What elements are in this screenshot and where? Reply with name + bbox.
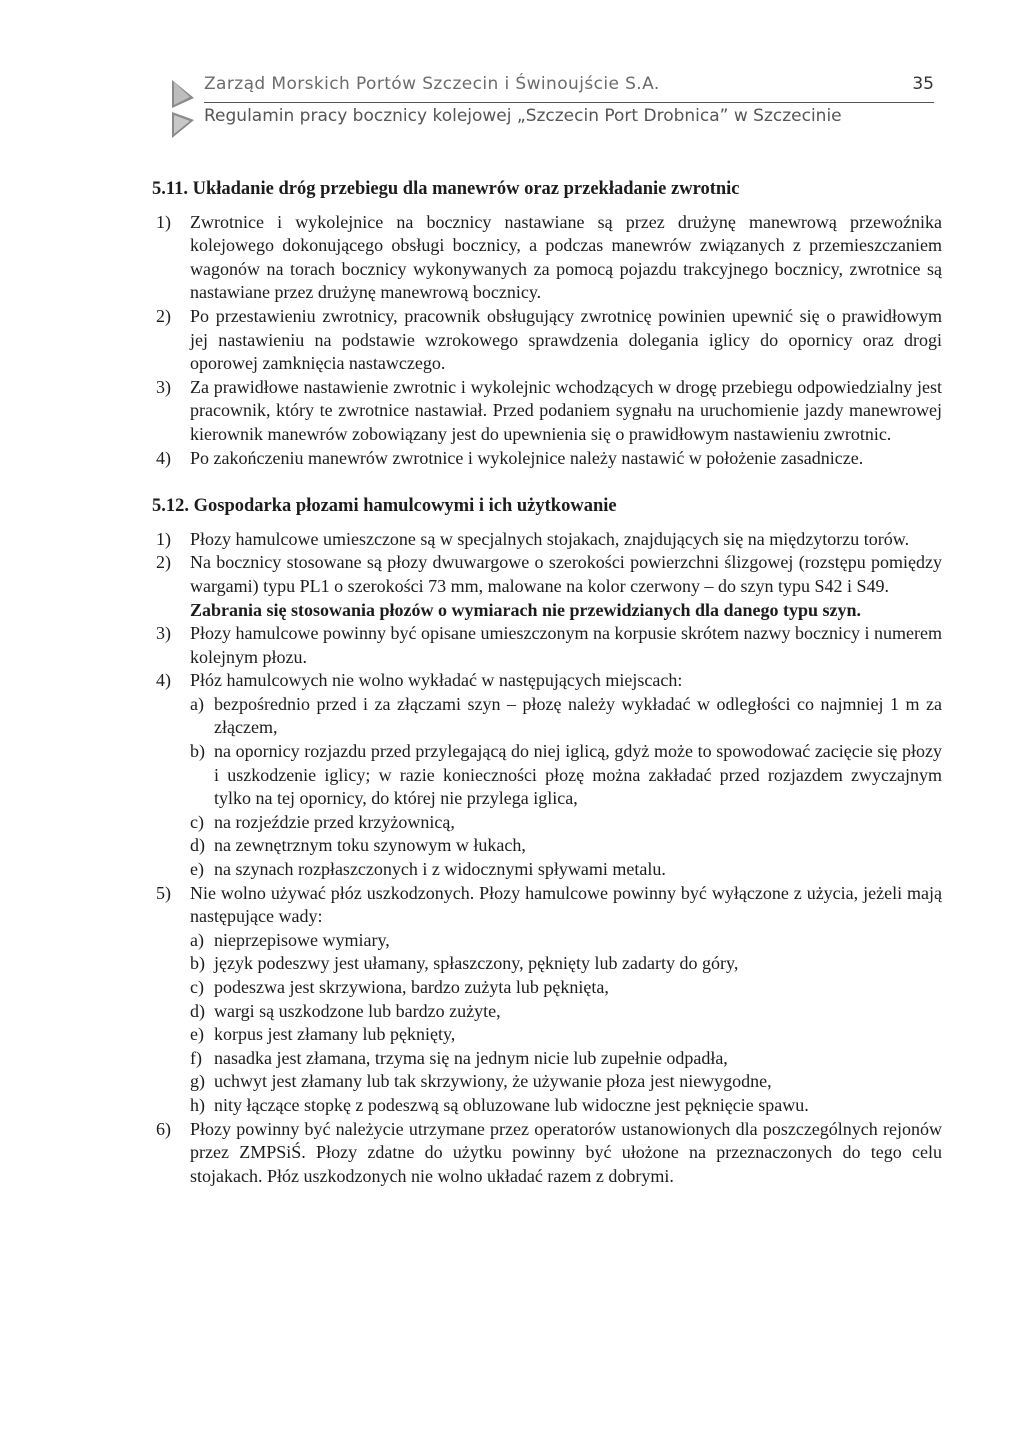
list-item xyxy=(152,528,942,552)
list-item xyxy=(152,376,942,447)
list-item xyxy=(152,669,942,881)
document-body xyxy=(152,178,942,1188)
sub-item-text: nasadka jest złamana, trzyma się na jednym nicie lub zupełnie odpadła, xyxy=(214,1047,728,1068)
organization-name: Zarząd Morskich Portów Szczecin i Świnoujście S.A. xyxy=(204,74,660,94)
item-text: Nie wolno używać płóz uszkodzonych. Płozy hamulcowe powinny być wyłączone z użycia, jeżeli mają następujące wady: xyxy=(190,882,942,927)
sub-item-letter: a) xyxy=(190,693,204,714)
list-item xyxy=(152,447,942,471)
sub-item xyxy=(190,976,942,1000)
sub-item-letter: f) xyxy=(190,1047,202,1068)
item-number: 1) xyxy=(156,528,171,549)
item-number: 3) xyxy=(156,376,171,397)
sub-item xyxy=(190,811,942,835)
prohibition-notice: Zabrania się stosowania płozów o wymiarach nie przewidzianych dla danego typu szyn. xyxy=(190,599,862,620)
sub-item-letter: g) xyxy=(190,1071,205,1092)
sub-item xyxy=(190,929,942,953)
list-item xyxy=(152,622,942,669)
item-text: Po zakończeniu manewrów zwrotnice i wykolejnice należy nastawić w położenie zasadnicze. xyxy=(190,447,864,468)
item-text: Zwrotnice i wykolejnice na bocznicy nastawiane są przez drużynę manewrową przewoźnika kolejowego dokonującego obsługi bocznicy, a podczas manewrów związanych z przemieszczaniem wagonów na torach bocznicy wykonywanych za pomocą pojazdu trakcyjnego bocznicy, zwrotnice są nastawiane przez drużynę manewrową bocznicy. xyxy=(190,211,942,303)
sub-item-letter: c) xyxy=(190,977,204,997)
sub-item xyxy=(190,740,942,811)
company-logo-icon xyxy=(168,78,202,140)
item-number: 2) xyxy=(156,552,171,573)
item-number: 4) xyxy=(156,447,171,468)
page-number: 35 xyxy=(912,74,934,94)
item-body xyxy=(190,551,942,622)
sub-item-text: nieprzepisowe wymiary, xyxy=(214,929,390,950)
item-body xyxy=(190,882,942,1118)
list-item xyxy=(152,211,942,305)
sub-item-letter: e) xyxy=(190,1024,204,1045)
item-number: 5) xyxy=(156,882,171,903)
sub-item-text: na szynach rozpłaszczonych i z widocznymi spływami metalu. xyxy=(214,859,666,880)
header-divider xyxy=(204,102,934,103)
item-text: Po przestawieniu zwrotnicy, pracownik obsługujący zwrotnicę powinien upewnić się o prawidłowym jej nastawieniu na podstawie wzrokowego sprawdzenia dolegania iglicy do opornicy oraz drogi oporowej zamknięcia nastawczego. xyxy=(190,305,942,374)
sub-item-text: na rozjeździe przed krzyżownicą, xyxy=(214,811,455,832)
item-text: Płozy hamulcowe powinny być opisane umieszczonym na korpusie skrótem nazwy bocznicy i numerem kolejnym płozu. xyxy=(190,623,942,667)
sub-item xyxy=(190,858,942,882)
document-title: Regulamin pracy bocznicy kolejowej „Szczecin Port Drobnica” w Szczecinie xyxy=(204,106,842,126)
sub-item-text: na opornicy rozjazdu przed przylegającą do niej iglicą, gdyż może to spowodować zacięcie się płozy i uszkodzenie iglicy; w razie konieczności płozę można zakładać przed rozjazdem zwyczajnym tylko na tej opornicy, do której nie przylega iglica, xyxy=(214,741,942,809)
sub-item xyxy=(190,1000,942,1024)
sub-item xyxy=(190,834,942,858)
sub-item xyxy=(190,1047,942,1071)
sub-item-text: korpus jest złamany lub pęknięty, xyxy=(214,1024,456,1045)
sub-item-text: nity łączące stopkę z podeszwą są obluzowane lub widoczne jest pęknięcie spawu. xyxy=(214,1094,809,1115)
item-number: 4) xyxy=(156,670,171,691)
sub-item-text: na zewnętrznym toku szynowym w łukach, xyxy=(214,835,526,856)
item-number: 2) xyxy=(156,305,171,326)
item-body xyxy=(190,669,942,881)
sub-item-text: bezpośrednio przed i za złączami szyn – płozę należy wykładać w odległości co najmniej 1 m za złączem, xyxy=(214,693,942,738)
item-text: Na bocznicy stosowane są płozy dwuwargowe o szerokości powierzchni ślizgowej (rozstępu pomiędzy wargami) typu PL1 o szerokości 73 mm, malowane na kolor czerwony – do szyn typu S42 i S49. xyxy=(190,552,942,596)
item-text: Płozy powinny być należycie utrzymane przez operatorów ustanowionych dla poszczególnych rejonów przez ZMPSiŚ. Płozy zdatne do użytku powinny być ułożone na przeznaczonych do tego celu stojakach. Płóz uszkodzonych nie wolno układać razem z dobrymi. xyxy=(190,1118,942,1186)
item-number: 6) xyxy=(156,1118,171,1139)
list-item xyxy=(152,551,942,622)
item-text: Za prawidłowe nastawienie zwrotnic i wykolejnic wchodzących w drogę przebiegu odpowiedzialny jest pracownik, który te zwrotnice nastawiał. Przed podaniem sygnału na uruchomienie jazdy manewrowej kierownik manewrów zobowiązany jest do upewnienia się o prawidłowym nastawieniu zwrotnic. xyxy=(190,376,942,444)
item-text: Płozy hamulcowe umieszczone są w specjalnych stojakach, znajdujących się na międzytorzu torów. xyxy=(190,528,910,549)
sub-item xyxy=(190,1094,942,1118)
sub-item xyxy=(190,693,942,740)
list-item xyxy=(152,305,942,376)
sub-item-letter: b) xyxy=(190,953,205,974)
sub-item-letter: h) xyxy=(190,1094,205,1115)
list-item xyxy=(152,1118,942,1189)
sub-item-letter: a) xyxy=(190,929,204,950)
item-text: Płóz hamulcowych nie wolno wykładać w następujących miejscach: xyxy=(190,670,683,691)
sub-item-text: język podeszwy jest ułamany, spłaszczony, pęknięty lub zadarty do góry, xyxy=(214,953,739,974)
sub-item-letter: b) xyxy=(190,741,205,762)
sub-item xyxy=(190,1023,942,1047)
sub-item xyxy=(190,952,942,976)
section-title: 5.12. Gospodarka płozami hamulcowymi i ich użytkowanie xyxy=(152,496,617,517)
sub-item-letter: d) xyxy=(190,835,205,856)
item-number: 1) xyxy=(156,211,171,232)
sub-item-letter: c) xyxy=(190,811,204,832)
sub-item-text: wargi są uszkodzone lub bardzo zużyte, xyxy=(214,1000,501,1021)
sub-item-text: podeszwa jest skrzywiona, bardzo zużyta lub pęknięta, xyxy=(214,977,609,997)
sub-item-text: uchwyt jest złamany lub tak skrzywiony, że używanie płoza jest niewygodne, xyxy=(214,1071,772,1092)
sub-item-letter: d) xyxy=(190,1000,205,1021)
item-number: 3) xyxy=(156,623,171,644)
section-title: 5.11. Układanie dróg przebiegu dla manewrów oraz przekładanie zwrotnic xyxy=(152,179,740,199)
sub-item-letter: e) xyxy=(190,859,204,880)
list-item xyxy=(152,882,942,1118)
sub-item xyxy=(190,1070,942,1094)
